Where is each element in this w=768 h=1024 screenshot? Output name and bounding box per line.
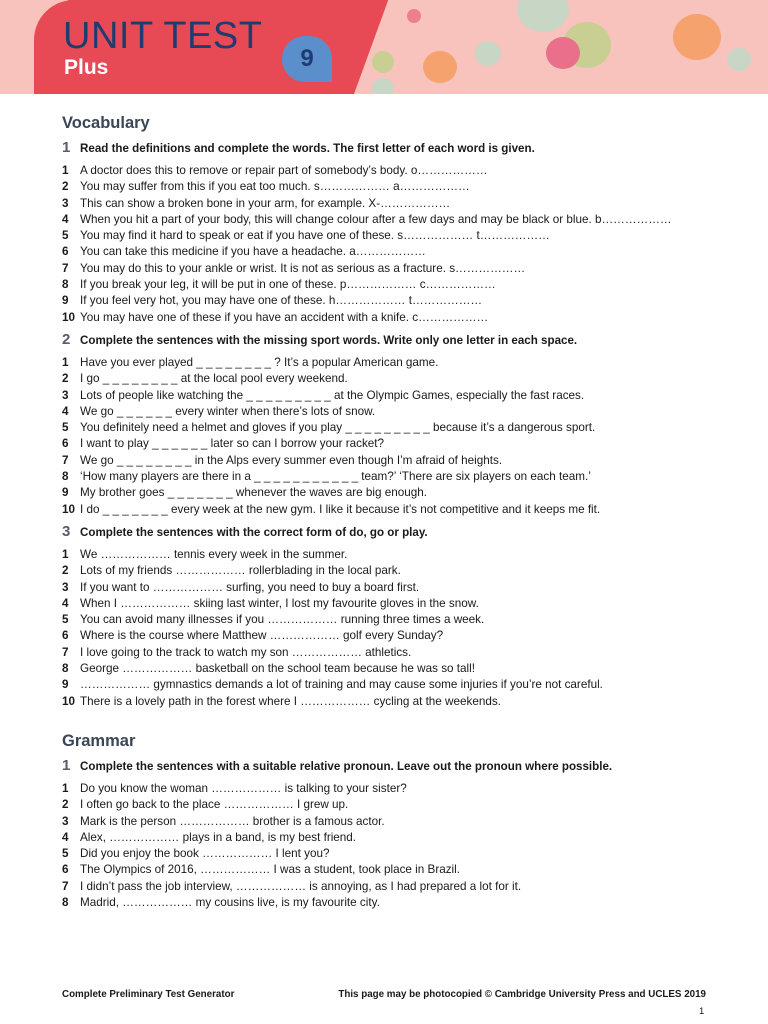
item-text: When you hit a part of your body, this will change colour after a few days and may be black or blue. b………………	[80, 212, 672, 226]
item-text: You may suffer from this if you eat too much. s……………… a………………	[80, 180, 470, 194]
item-text: If you feel very hot, you may have one of these. h……………… t………………	[80, 294, 483, 308]
item-text: We ……………… tennis every week in the summer.	[80, 547, 348, 561]
item-text: This can show a broken bone in your arm, for example. X-………………	[80, 196, 451, 210]
exercise-item	[62, 469, 722, 485]
footer-publication: Complete Preliminary Test Generator	[62, 989, 235, 1000]
item-text: I didn’t pass the job interview, ……………… is annoying, as I had prepared a lot for it.	[80, 879, 522, 893]
footer-copyright: This page may be photocopied © Cambridge University Press and UCLES 2019	[338, 989, 706, 1000]
item-text: I do _ _ _ _ _ _ _ every week at the new gym. I like it because it’s not competitive and it keeps me fit.	[80, 502, 601, 516]
item-text: The Olympics of 2016, ……………… I was a student, took place in Brazil.	[80, 863, 460, 877]
exercise-item	[62, 547, 722, 563]
exercise-number: 2	[62, 330, 71, 348]
item-text: ‘How many players are there in a _ _ _ _ _ _ _ _ _ _ _ team?’ ‘There are six players on each team.’	[80, 470, 591, 484]
item-number: 9	[62, 678, 69, 692]
item-text: We go _ _ _ _ _ _ _ _ in the Alps every summer even though I’m afraid of heights.	[80, 453, 503, 467]
exercise-instruction	[62, 332, 722, 350]
exercise-item	[62, 212, 722, 228]
exercise-item	[62, 244, 722, 260]
item-text: If you break your leg, it will be put in one of these. p……………… c………………	[80, 278, 496, 292]
item-text: A doctor does this to remove or repair part of somebody’s body. o………………	[80, 164, 488, 177]
exercise-item	[62, 879, 722, 895]
item-number: 10	[62, 694, 76, 708]
item-number: 8	[62, 470, 69, 484]
item-text: There is a lovely path in the forest where I ……………… cycling at the weekends.	[80, 694, 501, 708]
item-text: I want to play _ _ _ _ _ _ later so can I borrow your racket?	[80, 437, 385, 451]
exercise-item	[62, 846, 722, 862]
item-number: 8	[62, 662, 69, 676]
item-number: 9	[62, 486, 69, 500]
exercise-number: 1	[62, 139, 71, 156]
exercise-item	[62, 453, 722, 469]
exercise-items	[62, 355, 722, 518]
item-text: I love going to the track to watch my son ……………… athletics.	[80, 645, 412, 659]
item-number: 10	[62, 502, 76, 516]
item-text: Do you know the woman ……………… is talking to your sister?	[80, 781, 407, 795]
page-header	[0, 0, 768, 94]
item-number: 4	[62, 212, 69, 226]
item-text: My brother goes _ _ _ _ _ _ _ whenever the waves are big enough.	[80, 486, 427, 500]
page-subtitle: Plus	[64, 56, 109, 79]
exercise-item	[62, 563, 722, 579]
item-text: Mark is the person ……………… brother is a famous actor.	[80, 814, 385, 828]
exercise-item	[62, 797, 722, 813]
exercise-item	[62, 781, 722, 797]
item-number: 3	[62, 388, 69, 402]
item-number: 5	[62, 229, 69, 243]
exercise-item	[62, 420, 722, 436]
item-number: 1	[62, 355, 69, 369]
test-content	[62, 112, 722, 911]
item-number: 8	[62, 278, 69, 292]
item-number: 9	[62, 294, 69, 308]
decor-dot	[372, 51, 394, 73]
unit-number-badge: 9	[282, 36, 332, 82]
item-number: 7	[62, 645, 69, 659]
item-number: 4	[62, 596, 69, 610]
item-number: 8	[62, 895, 69, 909]
item-text: If you want to ……………… surfing, you need to buy a board first.	[80, 580, 420, 594]
exercise-item	[62, 277, 722, 293]
item-number: 6	[62, 437, 69, 451]
item-number: 6	[62, 629, 69, 643]
exercise-item	[62, 694, 722, 710]
item-text: You can avoid many illnesses if you ……………… running three times a week.	[80, 613, 485, 627]
decor-dot	[475, 41, 501, 66]
item-number: 7	[62, 453, 69, 467]
item-text: You may have one of these if you have an accident with a knife. c………………	[80, 310, 489, 324]
exercise-number: 1	[62, 756, 71, 774]
instruction-text: Complete the sentences with the correct form of do, go or play.	[80, 525, 428, 539]
page-number: 1	[699, 1006, 705, 1017]
item-text: Have you ever played _ _ _ _ _ _ _ _ ? It’s a popular American game.	[80, 355, 439, 369]
exercise-items	[62, 781, 722, 911]
item-number: 7	[62, 879, 69, 893]
item-text: You definitely need a helmet and gloves if you play _ _ _ _ _ _ _ _ _ because it’s a dangerous sport.	[80, 421, 596, 435]
exercise-item	[62, 310, 722, 326]
decor-dot	[517, 0, 569, 32]
exercise-item	[62, 596, 722, 612]
item-number: 2	[62, 798, 69, 812]
exercise-instruction	[62, 758, 722, 776]
item-text: I go _ _ _ _ _ _ _ _ at the local pool every weekend.	[80, 372, 348, 386]
item-text: You may do this to your ankle or wrist. It is not as serious as a fracture. s………………	[80, 261, 526, 275]
item-text: ……………… gymnastics demands a lot of training and may cause some injuries if you’re not careful.	[80, 678, 603, 692]
item-text: Lots of people like watching the _ _ _ _ _ _ _ _ _ at the Olympic Games, especially the fast races.	[80, 388, 585, 402]
item-text: Alex, ……………… plays in a band, is my best friend.	[80, 830, 357, 844]
exercise-item	[62, 179, 722, 195]
instruction-text: Read the definitions and complete the words. The first letter of each word is given.	[80, 142, 535, 155]
item-number: 6	[62, 245, 69, 259]
item-number: 3	[62, 580, 69, 594]
item-number: 3	[62, 814, 69, 828]
exercise-item	[62, 895, 722, 911]
exercise-items	[62, 163, 722, 326]
item-number: 1	[62, 164, 69, 177]
decor-dot	[372, 78, 394, 94]
exercise-item	[62, 677, 722, 693]
item-text: Did you enjoy the book ……………… I lent you?	[80, 847, 330, 861]
exercise-item	[62, 645, 722, 661]
exercise-items	[62, 547, 722, 710]
item-text: Lots of my friends ……………… rollerblading in the local park.	[80, 564, 401, 578]
exercise-item	[62, 661, 722, 677]
exercise-number: 3	[62, 522, 71, 540]
exercise-item	[62, 293, 722, 309]
exercise-instruction	[62, 140, 722, 158]
exercise-item	[62, 388, 722, 404]
exercise-item	[62, 502, 722, 518]
exercise-instruction	[62, 524, 722, 542]
item-text: Madrid, ……………… my cousins live, is my favourite city.	[80, 895, 380, 909]
exercise-item	[62, 830, 722, 846]
decor-dot	[423, 51, 457, 83]
exercise-item	[62, 163, 722, 179]
item-number: 5	[62, 613, 69, 627]
exercise-item	[62, 436, 722, 452]
item-text: You may find it hard to speak or eat if you have one of these. s……………… t………………	[80, 229, 550, 243]
exercise-item	[62, 485, 722, 501]
exercise-item	[62, 814, 722, 830]
decor-dot	[407, 9, 421, 23]
item-number: 7	[62, 261, 69, 275]
item-text: I often go back to the place ……………… I grew up.	[80, 798, 349, 812]
exercise-item	[62, 228, 722, 244]
instruction-text: Complete the sentences with a suitable relative pronoun. Leave out the pronoun where possible.	[80, 759, 613, 773]
exercise-item	[62, 355, 722, 371]
section-title-grammar: Grammar	[62, 731, 136, 750]
item-number: 2	[62, 564, 69, 578]
item-number: 10	[62, 310, 76, 324]
exercise-item	[62, 404, 722, 420]
exercise-item	[62, 862, 722, 878]
page-title: UNIT TEST	[63, 15, 263, 57]
exercise-item	[62, 261, 722, 277]
decor-dot	[673, 14, 721, 60]
section-title-vocabulary: Vocabulary	[62, 114, 150, 132]
exercise-item	[62, 196, 722, 212]
item-number: 2	[62, 180, 69, 194]
item-number: 2	[62, 372, 69, 386]
item-number: 1	[62, 547, 69, 561]
exercise-item	[62, 371, 722, 387]
item-text: Where is the course where Matthew ……………… golf every Sunday?	[80, 629, 444, 643]
exercise-item	[62, 612, 722, 628]
item-number: 4	[62, 830, 69, 844]
instruction-text: Complete the sentences with the missing sport words. Write only one letter in each space.	[80, 333, 578, 347]
item-text: You can take this medicine if you have a headache. a………………	[80, 245, 426, 259]
item-text: We go _ _ _ _ _ _ every winter when there’s lots of snow.	[80, 404, 376, 418]
item-number: 6	[62, 863, 69, 877]
item-number: 4	[62, 404, 69, 418]
exercise-item	[62, 580, 722, 596]
exercise-item	[62, 628, 722, 644]
decor-dot	[727, 48, 751, 71]
item-number: 3	[62, 196, 69, 210]
item-text: When I ……………… skiing last winter, I lost my favourite gloves in the snow.	[80, 596, 479, 610]
item-number: 5	[62, 847, 69, 861]
item-number: 1	[62, 781, 69, 795]
item-number: 5	[62, 421, 69, 435]
decor-dot	[546, 37, 580, 69]
item-text: George ……………… basketball on the school team because he was so tall!	[80, 662, 475, 676]
